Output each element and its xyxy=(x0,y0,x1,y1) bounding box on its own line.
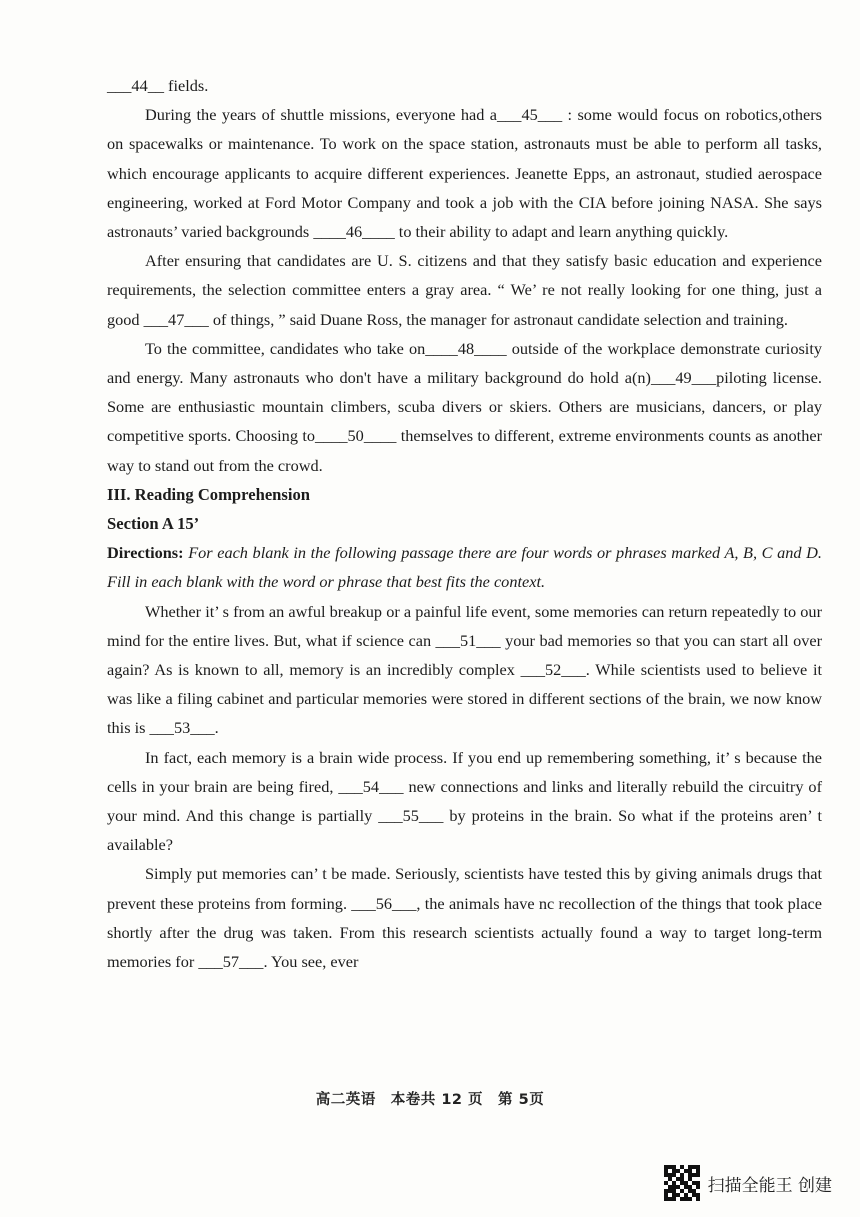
paragraph-brain-process: In fact, each memory is a brain wide process. If you end up remembering something, it’ s because the cells in your brain are being fired, ___54___ new connections and links and literally rebuild the circuitry of your mind. And this change is partially ___55___ by proteins in the brain. So what if the proteins aren’ t available? xyxy=(107,747,822,855)
directions xyxy=(107,538,822,596)
paragraph-proteins: Simply put memories can’ t be made. Seriously, scientists have tested this by giving animals drugs that prevent these proteins from forming. ___56___, the animals have nc recollection of the things that took place shortly after the drug was taken. From this research scientists actually found a way to target long-term memories for ___57___. You see, ever xyxy=(107,864,822,972)
paragraph-shuttle-missions: During the years of shuttle missions, everyone had a___45___ : some would focus on robotics,others on spacewalks or maintenance. To work on the space station, astronauts must be able to perform all tasks, which encourage applicants to acquire different experiences. Jeanette Epps, an astronaut, studied aerospace engineering, worked at Ford Motor Company and took a job with the CIA before joining NASA. She says astronauts’ varied backgrounds ____46____ to their ability to adapt and learn anything quickly. xyxy=(107,105,822,242)
page-content xyxy=(107,71,822,976)
paragraph-memories: Whether it’ s from an awful breakup or a painful life event, some memories can return repeatedly to our mind for the entire lives. But, what if science can ___51___ your bad memories so that you can start all over again? As is known to all, memory is an incredibly complex ___52___. While scientists used to believe it was like a filing cabinet and particular memories were stored in different sections of the brain, we now know this is ___53___. xyxy=(107,601,822,738)
section-a-heading: Section A 15’ xyxy=(107,514,200,534)
paragraph-candidates: To the committee, candidates who take on____48____ outside of the workplace demonstrate curiosity and energy. Many astronauts who don't have a military background do hold a(n)___49___piloting license. Some are enthusiastic mountain climbers, scuba divers or skiers. Others are musicians, dancers, or play competitive sports. Choosing to____50____ themselves to different, extreme environments counts as another way to stand out from the crowd. xyxy=(107,338,822,475)
watermark-label: 扫描全能王 创建 xyxy=(707,1175,832,1196)
page-footer: 高二英语 本卷共 12 页 第 5页 xyxy=(315,1092,545,1108)
line-44: ___44__ fields. xyxy=(107,76,209,95)
qr-code-icon xyxy=(664,1165,700,1201)
directions-label: Directions: xyxy=(107,543,184,563)
scanner-watermark xyxy=(664,1165,832,1201)
directions-text: For each blank in the following passage there are four words or phrases marked A, B, C and D. Fill in each blank with the word or phrase that best fits the context. xyxy=(107,543,822,592)
paragraph-selection-committee: After ensuring that candidates are U. S. citizens and that they satisfy basic education and experience requirements, the selection committee enters a gray area. “ We’ re not really looking for one thing, just a good ___47___ of things, ” said Duane Ross, the manager for astronaut candidate selection and training. xyxy=(107,251,822,329)
section-heading: III. Reading Comprehension xyxy=(107,484,311,504)
